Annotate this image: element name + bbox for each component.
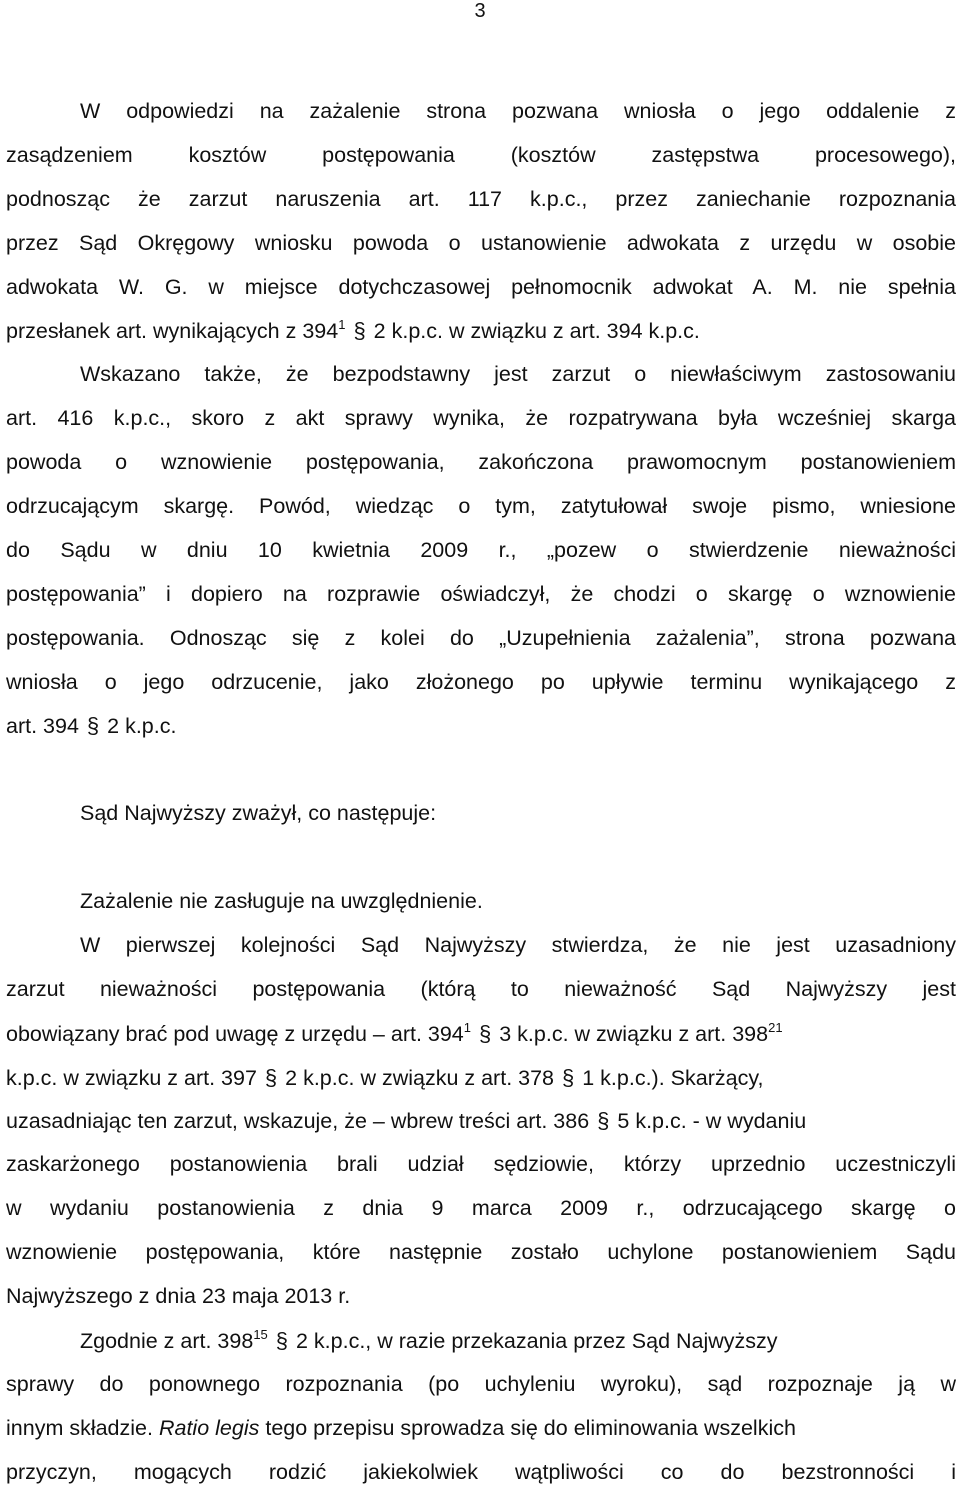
text-line: powoda o wznowienie postępowania, zakończona prawomocnym postanowieniem: [6, 450, 956, 475]
text-line: sprawy do ponownego rozpoznania (po uchyleniu wyroku), sąd rozpoznaje ją w: [6, 1371, 956, 1396]
text-fragment: uzasadniając ten zarzut, wskazuje, że – wbrew treści art. 386: [6, 1109, 590, 1134]
text-line: [6, 1319, 956, 1363]
text-line: [6, 1099, 956, 1143]
text-line: odrzucającym skargę. Powód, wiedząc o tym, zatytułował swoje pismo, wniesione: [6, 494, 956, 519]
text-line: adwokata W. G. w miejsce dotychczasowej pełnomocnik adwokat A. M. nie spełnia: [6, 274, 956, 299]
section-sign: §: [264, 1064, 278, 1090]
blank-line: [6, 836, 956, 880]
page-number: 3: [474, 0, 486, 22]
text-fragment: 2 k.p.c. w związku z art. 378: [285, 1065, 555, 1090]
section-sign: §: [479, 1020, 492, 1046]
text-line: postępowania. Odnosząc się z kolei do „Uzupełnienia zażalenia”, strona pozwana: [6, 625, 956, 650]
text-line: wznowienie postępowania, które następnie zostało uchylone postanowieniem Sądu: [6, 1240, 956, 1265]
text-fragment: art. 394: [6, 714, 79, 739]
section-sign: §: [86, 713, 100, 739]
superscript: 1: [463, 1019, 472, 1035]
text-line: wniosła o jego odrzucenie, jako złożonego po upływie terminu wynikającego z: [6, 669, 956, 694]
text-line: [6, 1012, 956, 1056]
section-sign: §: [597, 1108, 610, 1134]
text-line: [6, 704, 956, 748]
text-line: Wskazano także, że bezpodstawny jest zarzut o niewłaściwym zastosowaniu: [80, 362, 956, 387]
superscript: 21: [768, 1019, 783, 1035]
text-fragment: przesłanek art. wynikających z 394: [6, 319, 339, 344]
section-sign: §: [353, 318, 366, 344]
text-fragment: 3 k.p.c. w związku z art. 398: [499, 1021, 769, 1046]
text-line: W pierwszej kolejności Sąd Najwyższy stwierdza, że nie jest uzasadniony: [80, 932, 956, 957]
text-fragment: obowiązany brać pod uwagę z urzędu – art. 394: [6, 1021, 464, 1046]
text-line: zasądzeniem kosztów postępowania (kosztów zastępstwa procesowego),: [6, 142, 956, 167]
text-line: przyczyn, mogących rodzić jakiekolwiek wątpliwości co do bezstronności i: [6, 1459, 956, 1484]
blank-line: [6, 748, 956, 792]
text-line: Najwyższego z dnia 23 maja 2013 r.: [6, 1284, 351, 1309]
text-line: przez Sąd Okręgowy wniosku powoda o ustanowienie adwokata z urzędu w osobie: [6, 230, 956, 255]
text-line: [6, 309, 956, 353]
superscript: 1: [338, 317, 346, 333]
text-line: [6, 1407, 956, 1451]
document-body: [6, 90, 956, 1495]
text-line: zaskarżonego postanowienia brali udział sędziowie, którzy uprzednio uczestniczyli: [6, 1152, 956, 1177]
text-line: postępowania” i dopiero na rozprawie oświadczył, że chodzi o skargę o wznowienie: [6, 581, 956, 606]
text-fragment: 2 k.p.c. w związku z art. 394 k.p.c.: [373, 319, 700, 344]
text-fragment: 2 k.p.c., w razie przekazania przez Sąd Najwyższy: [296, 1328, 778, 1353]
text-fragment: 5 k.p.c. - w wydaniu: [617, 1109, 807, 1134]
text-line: do Sądu w dniu 10 kwietnia 2009 r., „pozew o stwierdzenie nieważności: [6, 537, 956, 562]
text-fragment: innym składzie.: [6, 1415, 153, 1440]
text-fragment: Zgodnie z art. 398: [80, 1328, 254, 1353]
text-line: zarzut nieważności postępowania (którą to nieważność Sąd Najwyższy jest: [6, 976, 956, 1001]
italic-text: Ratio legis: [158, 1415, 260, 1440]
text-line: [6, 1056, 956, 1100]
text-line: W odpowiedzi na zażalenie strona pozwana wniosła o jego oddalenie z: [80, 99, 956, 123]
section-heading: Zażalenie nie zasługuje na uwzględnienie.: [80, 889, 483, 914]
section-sign: §: [275, 1327, 289, 1353]
text-fragment: 1 k.p.c.). Skarżący,: [582, 1065, 764, 1090]
text-line: w wydaniu postanowienia z dnia 9 marca 2009 r., odrzucającego skargę o: [6, 1196, 956, 1221]
text-line: art. 416 k.p.c., skoro z akt sprawy wynika, że rozpatrywana była wcześniej skarga: [6, 406, 956, 431]
superscript: 15: [253, 1326, 268, 1342]
text-fragment: 2 k.p.c.: [107, 714, 177, 739]
text-fragment: k.p.c. w związku z art. 397: [6, 1065, 257, 1090]
text-line: podnosząc że zarzut naruszenia art. 117 k.p.c., przez zaniechanie rozpoznania: [6, 186, 956, 211]
section-heading: Sąd Najwyższy zważył, co następuje:: [80, 801, 437, 826]
text-fragment: tego przepisu sprowadza się do eliminowania wszelkich: [265, 1415, 796, 1440]
section-sign: §: [562, 1064, 575, 1090]
